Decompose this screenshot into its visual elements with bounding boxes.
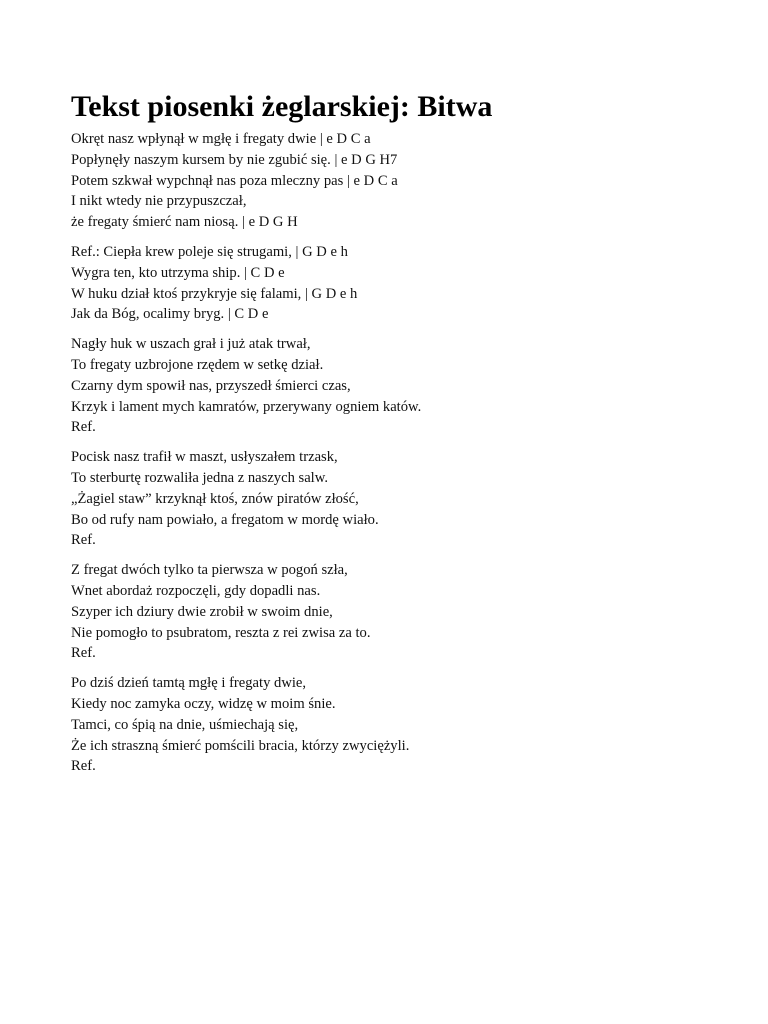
lyric-line: że fregaty śmierć nam niosą. | e D G H: [71, 214, 298, 231]
stanza-6: [71, 673, 711, 777]
lyric-line: Okręt nasz wpłynął w mgłę i fregaty dwie | e D C a: [71, 131, 371, 147]
page-title: Tekst piosenki żeglarskiej: Bitwa: [71, 90, 493, 123]
document-page: [71, 88, 711, 786]
lyric-line: W huku dział ktoś przykryje się falami, | G D e h: [71, 285, 358, 302]
lyric-line: Bo od rufy nam powiało, a fregatom w mordę wiało.: [71, 511, 379, 528]
lyric-line: Kiedy noc zamyka oczy, widzę w moim śnie.: [71, 695, 336, 712]
lyric-line: „Żagiel staw” krzyknął ktoś, znów piratów złość,: [71, 490, 359, 507]
lyric-line: Pocisk nasz trafił w maszt, usłyszałem trzask,: [71, 449, 338, 466]
lyric-line: Z fregat dwóch tylko ta pierwsza w pogoń szła,: [71, 562, 348, 579]
lyric-line: Że ich straszną śmierć pomścili bracia, którzy zwyciężyli.: [71, 737, 410, 754]
lyric-line: Ref.: [71, 532, 96, 549]
lyric-line: To sterburtę rozwaliła jedna z naszych salw.: [71, 469, 328, 486]
lyric-line: Ref.: [71, 645, 96, 662]
lyric-line: Ref.: Ciepła krew poleje się strugami, | G D e h: [71, 243, 348, 260]
lyric-line: Nie pomogło to psubratom, reszta z rei zwisa za to.: [71, 624, 371, 641]
stanza-1: [71, 129, 711, 233]
lyric-line: Ref.: [71, 419, 96, 436]
stanza-5: [71, 560, 711, 664]
lyric-line: Nagły huk w uszach grał i już atak trwał,: [71, 336, 311, 353]
lyric-line: Potem szkwał wypchnął nas poza mleczny pas | e D C a: [71, 172, 398, 189]
lyric-line: Wygra ten, kto utrzyma ship. | C D e: [71, 264, 285, 281]
lyric-line: Czarny dym spowił nas, przyszedł śmierci czas,: [71, 377, 351, 394]
lyric-line: Ref.: [71, 758, 96, 775]
lyric-line: Jak da Bóg, ocalimy bryg. | C D e: [71, 306, 269, 323]
stanza-4: [71, 447, 711, 551]
lyric-line: Szyper ich dziury dwie zrobił w swoim dnie,: [71, 603, 333, 620]
stanza-3: [71, 334, 711, 438]
lyric-line: Po dziś dzień tamtą mgłę i fregaty dwie,: [71, 675, 307, 692]
lyric-line: Popłynęły naszym kursem by nie zgubić się. | e D G H7: [71, 151, 398, 168]
stanza-refrain: [71, 242, 711, 325]
lyric-line: Tamci, co śpią na dnie, uśmiechają się,: [71, 716, 299, 733]
lyric-line: I nikt wtedy nie przypuszczał,: [71, 193, 247, 210]
lyric-line: To fregaty uzbrojone rzędem w setkę dział.: [71, 356, 324, 373]
lyric-line: Wnet abordaż rozpoczęli, gdy dopadli nas.: [71, 582, 321, 599]
lyric-line: Krzyk i lament mych kamratów, przerywany ogniem katów.: [71, 398, 422, 415]
